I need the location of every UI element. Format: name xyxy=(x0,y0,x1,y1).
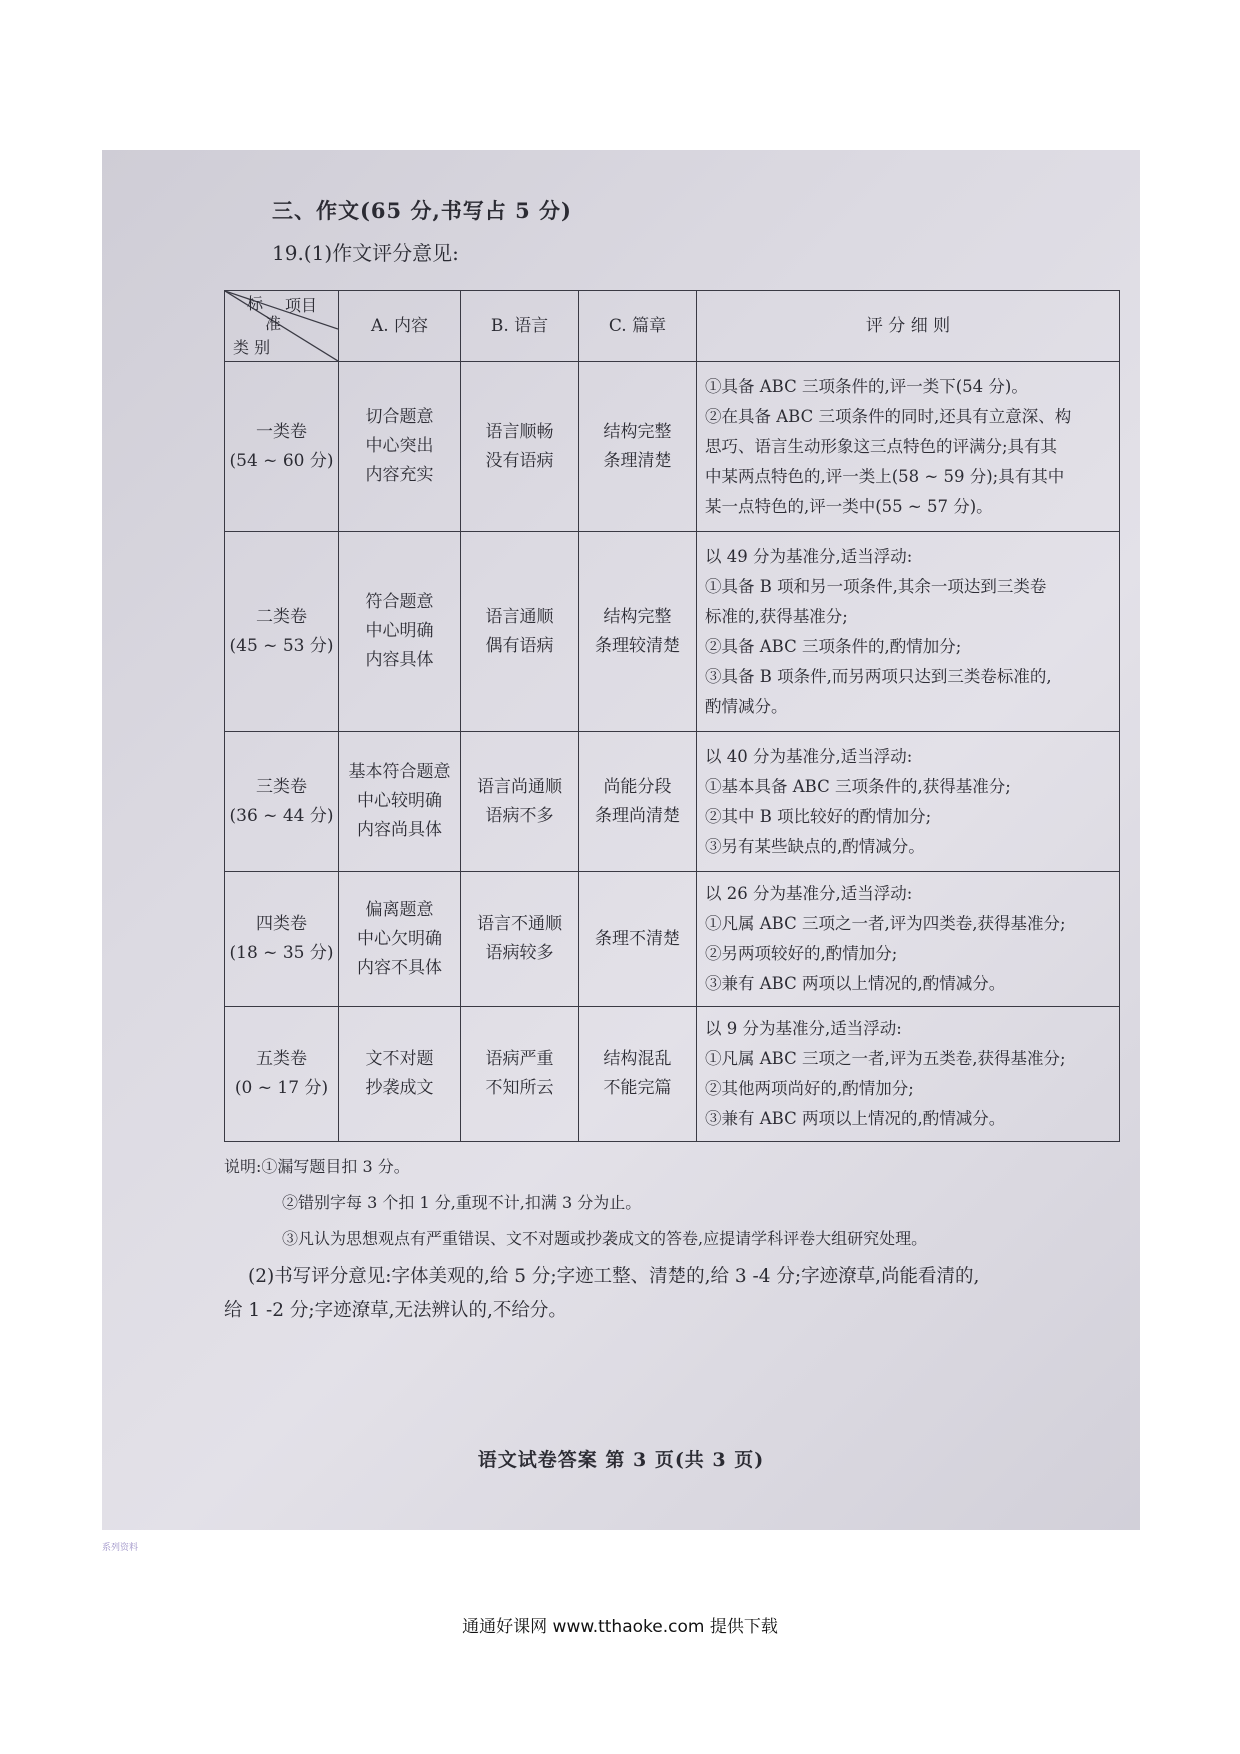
structure-line: 条理清楚 xyxy=(603,450,672,471)
detail-line: ①凡属 ABC 三项之一者,评为五类卷,获得基准分; xyxy=(705,1049,1066,1068)
note-1: 说明:①漏写题目扣 3 分。 xyxy=(224,1157,410,1176)
content-line: 文不对题 xyxy=(365,1049,434,1069)
language-line: 语言不通顺 xyxy=(477,914,562,934)
details-cell xyxy=(697,362,1120,532)
category-range: (54 ~ 60 分) xyxy=(229,450,334,471)
category-name: 一类卷 xyxy=(256,421,307,442)
content-cell xyxy=(339,1007,461,1142)
language-line: 偶有语病 xyxy=(485,635,554,656)
structure-line: 条理尚清楚 xyxy=(595,805,680,826)
language-line: 语言通顺 xyxy=(485,606,554,627)
header-language: B. 语言 xyxy=(461,291,579,362)
content-line: 内容具体 xyxy=(365,650,434,670)
detail-line: 以 40 分为基准分,适当浮动: xyxy=(705,746,913,766)
language-line: 语病严重 xyxy=(485,1049,554,1069)
content-line: 抄袭成文 xyxy=(365,1078,434,1098)
structure-line: 结构完整 xyxy=(603,421,672,442)
category-name: 二类卷 xyxy=(256,606,307,627)
detail-line: 酌情减分。 xyxy=(705,696,788,716)
structure-line: 结构混乱 xyxy=(603,1049,672,1069)
note-2: ②错别字每 3 个扣 1 分,重现不计,扣满 3 分为止。 xyxy=(282,1193,642,1212)
detail-line: ②其他两项尚好的,酌情加分; xyxy=(705,1079,914,1098)
bottom-credit: 通通好课网 www.tthaoke.com 提供下载 xyxy=(462,1617,778,1637)
detail-line: ②在具备 ABC 三项条件的同时,还具有立意深、构 xyxy=(705,406,1072,426)
corner-label-category: 类 别 xyxy=(233,338,271,357)
content-line: 符合题意 xyxy=(365,592,434,612)
detail-line: 思巧、语言生动形象这三点特色的评满分;具有其 xyxy=(705,436,1058,456)
structure-line: 条理较清楚 xyxy=(595,635,680,656)
category-cell xyxy=(225,1007,339,1142)
content-line: 内容尚具体 xyxy=(357,820,442,840)
detail-line: ②其中 B 项比较好的酌情加分; xyxy=(705,806,932,826)
content-line: 中心明确 xyxy=(365,621,434,641)
category-cell xyxy=(225,362,339,532)
structure-cell xyxy=(579,872,697,1007)
content-cell xyxy=(339,362,461,532)
language-line: 语病不多 xyxy=(485,805,554,826)
language-line: 语病较多 xyxy=(485,943,554,963)
table-row xyxy=(225,732,1120,872)
content-cell xyxy=(339,872,461,1007)
scanned-page-photo xyxy=(102,150,1140,1530)
category-name: 五类卷 xyxy=(256,1049,307,1069)
language-line: 语言顺畅 xyxy=(485,421,554,442)
detail-line: ①凡属 ABC 三项之一者,评为四类卷,获得基准分; xyxy=(705,914,1066,933)
content-line: 中心欠明确 xyxy=(357,928,442,949)
content-cell xyxy=(339,532,461,732)
language-cell xyxy=(461,532,579,732)
small-watermark: 系列资料 xyxy=(102,1543,139,1553)
language-line: 不知所云 xyxy=(485,1078,554,1098)
table-row xyxy=(225,362,1120,532)
structure-cell xyxy=(579,362,697,532)
corner-label-project: 项目 xyxy=(285,296,318,315)
category-cell xyxy=(225,872,339,1007)
content-line: 基本符合题意 xyxy=(348,762,451,782)
writing-line-2: 给 1 -2 分;字迹潦草,无法辨认的,不给分。 xyxy=(224,1300,567,1321)
detail-line: ①具备 B 项和另一项条件,其余一项达到三类卷 xyxy=(705,576,1047,596)
details-cell xyxy=(697,532,1120,732)
detail-line: ③另有某些缺点的,酌情减分。 xyxy=(705,836,925,856)
detail-line: 以 9 分为基准分,适当浮动: xyxy=(705,1019,902,1038)
details-cell xyxy=(697,872,1120,1007)
details-cell xyxy=(697,732,1120,872)
content-line: 切合题意 xyxy=(365,407,434,427)
detail-line: 以 49 分为基准分,适当浮动: xyxy=(705,546,913,566)
content-line: 偏离题意 xyxy=(365,899,434,920)
structure-line: 条理不清楚 xyxy=(595,928,680,949)
content-cell xyxy=(339,732,461,872)
language-cell xyxy=(461,872,579,1007)
table-header-row xyxy=(225,291,1120,362)
detail-line: 以 26 分为基准分,适当浮动: xyxy=(705,884,913,903)
content-line: 中心较明确 xyxy=(357,791,442,811)
writing-line-1: (2)书写评分意见:字体美观的,给 5 分;字迹工整、清楚的,给 3 -4 分;字迹潦草,尚能看清的, xyxy=(248,1266,980,1287)
corner-label-standard-2: 准 xyxy=(265,314,282,333)
note-3: ③凡认为思想观点有严重错误、文不对题或抄袭成文的答卷,应提请学科评卷大组研究处理。 xyxy=(282,1229,928,1248)
category-cell xyxy=(225,532,339,732)
header-details: 评 分 细 则 xyxy=(697,291,1120,362)
table-row xyxy=(225,872,1120,1007)
detail-line: 标准的,获得基准分; xyxy=(705,606,848,626)
category-name: 四类卷 xyxy=(256,914,307,934)
detail-line: ①基本具备 ABC 三项条件的,获得基准分; xyxy=(705,776,1011,796)
section-title: 三、作文(65 分,书写占 5 分) xyxy=(272,198,572,223)
language-cell xyxy=(461,732,579,872)
structure-line: 结构完整 xyxy=(603,606,672,627)
page-footer: 语文试卷答案 第 3 页(共 3 页) xyxy=(477,1449,765,1471)
header-content: A. 内容 xyxy=(339,291,461,362)
category-cell xyxy=(225,732,339,872)
table-row xyxy=(225,1007,1120,1142)
language-line: 语言尚通顺 xyxy=(477,776,562,797)
detail-line: ③具备 B 项条件,而另两项只达到三类卷标准的, xyxy=(705,666,1052,686)
details-cell xyxy=(697,1007,1120,1142)
detail-line: 某一点特色的,评一类中(55 ~ 57 分)。 xyxy=(705,496,993,516)
language-line: 没有语病 xyxy=(485,450,554,471)
language-cell xyxy=(461,362,579,532)
category-name: 三类卷 xyxy=(256,776,307,797)
structure-cell xyxy=(579,732,697,872)
table-corner-header xyxy=(225,291,339,362)
structure-line: 不能完篇 xyxy=(603,1078,672,1098)
detail-line: ②另两项较好的,酌情加分; xyxy=(705,944,898,963)
table-row xyxy=(225,532,1120,732)
category-range: (0 ~ 17 分) xyxy=(234,1078,329,1098)
detail-line: ③兼有 ABC 两项以上情况的,酌情减分。 xyxy=(705,974,1006,993)
content-line: 内容充实 xyxy=(365,465,434,485)
rubric-table xyxy=(224,290,1120,1142)
corner-label-standard-1: 标 xyxy=(247,294,264,313)
header-structure: C. 篇章 xyxy=(579,291,697,362)
detail-line: ③兼有 ABC 两项以上情况的,酌情减分。 xyxy=(705,1109,1006,1128)
category-range: (18 ~ 35 分) xyxy=(229,943,334,963)
structure-cell xyxy=(579,532,697,732)
handwriting-scoring xyxy=(224,1260,1124,1328)
category-range: (45 ~ 53 分) xyxy=(229,635,334,656)
category-range: (36 ~ 44 分) xyxy=(229,805,334,826)
content-line: 中心突出 xyxy=(365,436,434,456)
detail-line: 中某两点特色的,评一类上(58 ~ 59 分);具有其中 xyxy=(705,466,1065,486)
language-cell xyxy=(461,1007,579,1142)
content-line: 内容不具体 xyxy=(357,957,442,978)
structure-line: 尚能分段 xyxy=(603,776,672,797)
question-title: 19.(1)作文评分意见: xyxy=(272,241,459,265)
detail-line: ①具备 ABC 三项条件的,评一类下(54 分)。 xyxy=(705,376,1028,396)
structure-cell xyxy=(579,1007,697,1142)
detail-line: ②具备 ABC 三项条件的,酌情加分; xyxy=(705,636,962,656)
